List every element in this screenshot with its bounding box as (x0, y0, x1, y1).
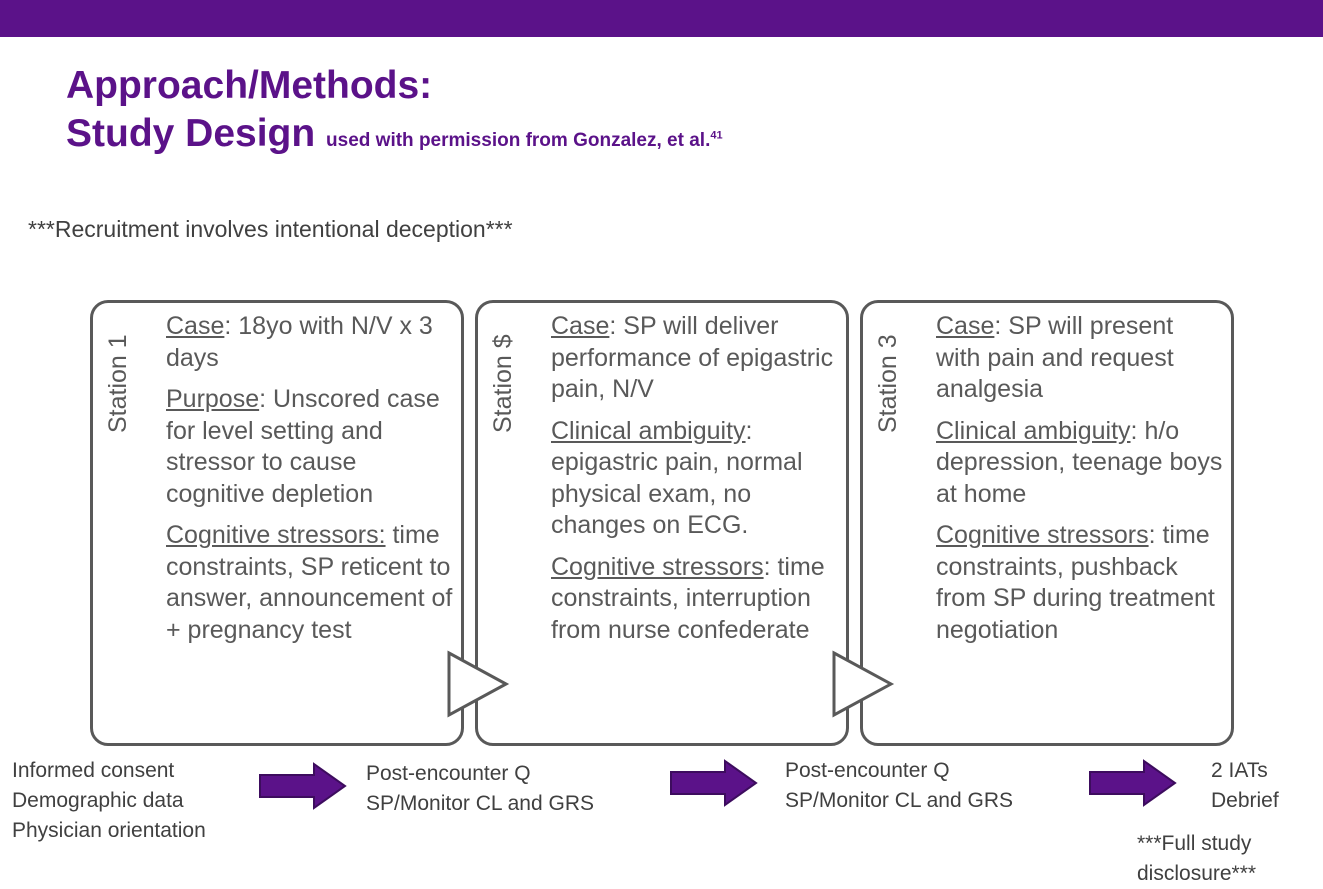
station-2-ambiguity (551, 416, 838, 542)
flow-line: SP/Monitor CL and GRS (366, 792, 594, 815)
full-disclosure-note (1137, 829, 1256, 889)
flow-line: disclosure*** (1137, 862, 1257, 885)
subtitle-text: Study Design (66, 112, 316, 155)
stressors-text: time constraints, interruption from nurse confederate (551, 552, 825, 644)
credit-reference: 41 (710, 129, 723, 142)
separator: : (224, 312, 239, 340)
station-3-case (936, 311, 1223, 406)
flow-line: Post-encounter Q (785, 759, 950, 782)
stressors-text: time constraints, pushback from SP during treatment negotiation (936, 521, 1215, 644)
station-3-label: Station 3 (874, 334, 902, 433)
ambiguity-heading: Clinical ambiguity (551, 416, 746, 445)
separator: : (259, 385, 274, 413)
station-2-box (475, 300, 849, 746)
separator: : (1130, 416, 1145, 445)
chevron-right-icon (831, 650, 895, 718)
stressors-heading: Cognitive stressors: (166, 521, 386, 549)
case-heading: Case (551, 312, 610, 340)
flow-line: Debrief (1211, 789, 1279, 812)
flow-line: 2 IATs (1211, 759, 1268, 782)
page-subtitle (66, 112, 723, 156)
flow-step-4 (1211, 756, 1279, 816)
case-heading: Case (166, 312, 225, 340)
station-1-content (166, 311, 453, 656)
flow-line: SP/Monitor CL and GRS (785, 789, 1013, 812)
case-text: SP will present with pain and request analgesia (936, 312, 1174, 403)
stressors-text: time constraints, SP reticent to answer, announcement of + pregnancy test (166, 521, 453, 644)
station-1-label: Station 1 (104, 334, 132, 433)
flow-step-1 (12, 756, 206, 846)
stressors-heading: Cognitive stressors (936, 521, 1149, 549)
station-3-stressors (936, 520, 1223, 646)
case-heading: Case (936, 312, 995, 340)
flow-step-2 (366, 759, 594, 819)
arrow-right-icon (669, 759, 759, 807)
station-3-box (860, 300, 1234, 746)
separator: : (994, 312, 1009, 340)
station-1-case (166, 311, 453, 374)
station-3-tab (863, 313, 913, 433)
flow-step-3 (785, 756, 1013, 816)
arrow-right-icon (1088, 759, 1178, 807)
page-title: Approach/Methods: (66, 64, 433, 107)
station-3-ambiguity (936, 416, 1223, 511)
station-2-tab (478, 313, 528, 433)
station-1-stressors (166, 520, 453, 646)
separator: : (1148, 521, 1163, 549)
permission-credit (326, 130, 723, 151)
station-2-content (551, 311, 838, 656)
deception-note: ***Recruitment involves intentional deception*** (28, 216, 513, 242)
flow-line: Demographic data (12, 789, 184, 812)
ambiguity-text: h/o depression, teenage boys at home (936, 416, 1223, 508)
purpose-text: Unscored case for level setting and stressor to cause cognitive depletion (166, 385, 440, 508)
separator: : (745, 416, 753, 445)
station-2-case (551, 311, 838, 406)
flow-line: ***Full study (1137, 832, 1252, 855)
station-3-content (936, 311, 1223, 656)
arrow-right-icon (258, 762, 348, 810)
separator: : (763, 552, 778, 581)
top-banner (0, 0, 1323, 37)
station-2-stressors (551, 552, 838, 647)
case-text: 18yo with N/V x 3 days (166, 312, 433, 372)
case-text: SP will deliver performance of epigastric pain, N/V (551, 312, 834, 403)
stressors-heading: Cognitive stressors (551, 552, 764, 581)
flow-line: Physician orientation (12, 819, 206, 842)
separator: : (609, 312, 624, 340)
station-1-box (90, 300, 464, 746)
station-1-tab (93, 313, 143, 433)
credit-text: used with permission from Gonzalez, et al. (326, 130, 711, 151)
chevron-right-icon (446, 650, 510, 718)
flow-line: Post-encounter Q (366, 762, 531, 785)
ambiguity-text: epigastric pain, normal physical exam, no changes on ECG. (551, 448, 803, 539)
purpose-heading: Purpose (166, 385, 260, 413)
station-2-label: Station $ (489, 334, 517, 433)
ambiguity-heading: Clinical ambiguity (936, 416, 1131, 445)
flow-line: Informed consent (12, 759, 175, 782)
station-1-purpose (166, 384, 453, 510)
